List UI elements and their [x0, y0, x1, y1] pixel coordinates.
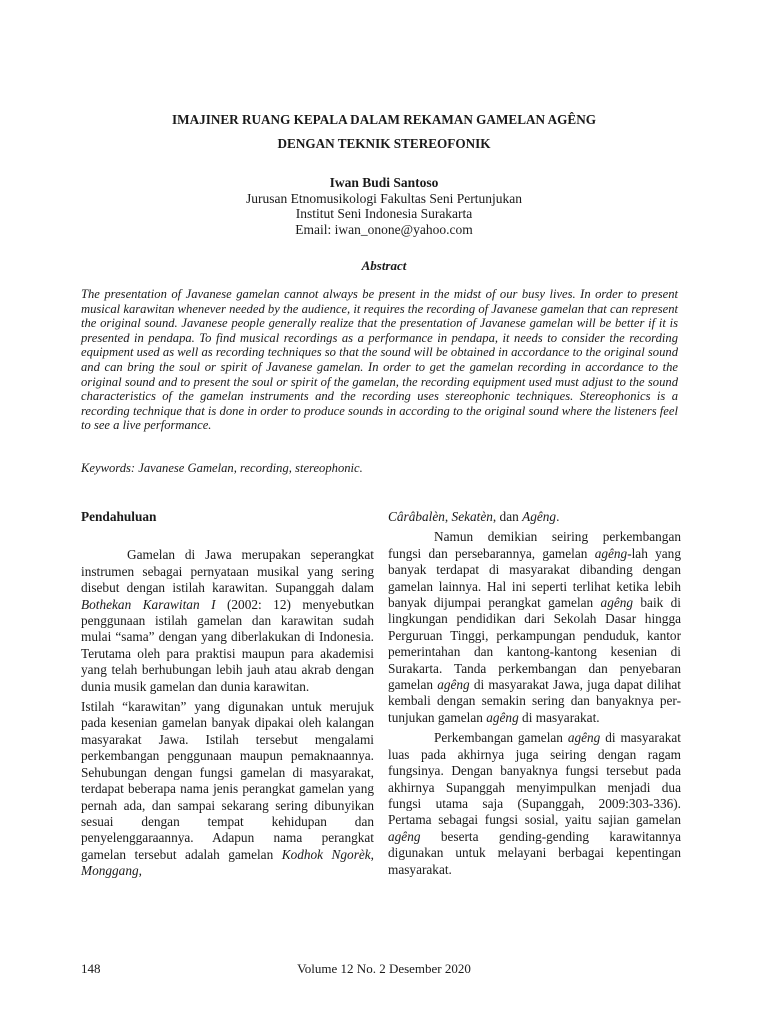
paragraph-text: di masyarakat Jawa, juga dapat dilihat kembali dengan semakin sering dan banyaknya per-tunjukan gamelan — [388, 677, 681, 725]
gamelan-name: Agêng — [522, 509, 557, 524]
article-title — [80, 108, 688, 156]
paragraph-text: di masyarakat luas pada akhirnya juga seiring dengan ragam fungsinya. Dengan banyaknya fungsi tersebut pada akhirnya Supanggah menyimpulkan menjadi dua fungsi utama saja (Supanggah, 2009:303-336). Pertama sebagai fungsi sosial, yaitu sajian gamelan — [388, 730, 681, 828]
abstract-text: The presentation of Javanese gamelan cannot always be present in the midst of our busy lives. In order to present musical karawitan whenever needed by the audience, it requires the recording of Javanese gamelan that can represent the original sound. Javanese people generally realize that the presentation of Javanese gamelan will be better if it is presented in pendapa. To find musical recordings as a performance in pendapa, it needs to consider the recording equipment used as well as recording techniques so that the sound will be obtained in accordance to the original sound and can bring the soul or spirit of Javanese gamelan. In order to get the gamelan recording in accordance to the original sound and to present the soul or spirit of the gamelan, the recording equipment used must adjust to the sound characteristics of the gamelan instruments and the recording uses stereophonic techniques. Stereophonics is a recording technique that is done in order to produce sounds in according to the original sound where the listeners feel to see a live performance. — [81, 287, 678, 433]
paragraph-text: baik di lingkungan pendidikan dari Sekolah Dasar hingga Perguruan Tinggi, perkampungan penduduk, kantor pemerintahan dan kantong-kantong kesenian di Surakarta. Tanda perkembangan dan penyebaran gamelan — [388, 595, 681, 693]
paragraph-text: , — [138, 863, 142, 879]
abstract-heading: Abstract — [361, 258, 407, 273]
paragraph-text: Namun demikian seiring perkembangan fungsi dan persebarannya, gamelan — [388, 529, 681, 561]
paragraph — [81, 699, 374, 879]
term: agêng — [437, 677, 470, 693]
term: agêng — [388, 828, 421, 844]
gamelan-name: Monggang — [81, 863, 139, 879]
paragraph — [388, 730, 681, 878]
paragraph — [388, 529, 681, 726]
section-heading: Pendahuluan — [81, 509, 157, 524]
page-number: 148 — [81, 961, 101, 976]
paragraph — [81, 547, 374, 695]
paragraph-text: -lah yang banyak terdapat di masyarakat dibanding dengan gamelan lainnya. Hal ini seperti terlihat ketika lebih banyak dijumpai perangkat gamelan — [388, 545, 681, 611]
paragraph-continuation — [388, 509, 681, 525]
keywords: Keywords: Javanese Gamelan, recording, stereophonic. — [81, 461, 363, 475]
author-department: Jurusan Etnomusikologi Fakultas Seni Pertunjukan — [246, 190, 522, 206]
author-institution: Institut Seni Indonesia Surakarta — [295, 206, 473, 221]
author-name: Iwan Budi Santoso — [329, 175, 439, 190]
right-column — [388, 509, 681, 882]
paragraph-text: Perkembangan gamelan — [434, 730, 568, 746]
paragraph-text: . — [556, 509, 560, 524]
term: agêng — [594, 545, 628, 561]
paragraph-text: (2002: 12) menyebutkan penggunaan istilah gamelan dan karawitan sudah mulai “sama” dengan yang diberlakukan di Indonesia. Terutama oleh para praktisi maupun para akademisi yang telah berhubungan lebih jauh atau akrab dengan dunia musik gamelan dan dunia karawitan. — [81, 596, 375, 694]
paragraph-text: beserta gending-gending karawitannya digunakan untuk melayani berbagai kepentingan masyarakat. — [388, 828, 681, 877]
gamelan-name: Sekatèn — [451, 509, 493, 524]
term: agêng — [486, 709, 519, 725]
author-block — [80, 175, 688, 237]
term: agêng — [600, 595, 634, 611]
paragraph-text: Istilah “karawitan” yang digunakan untuk merujuk pada kesenian gamelan banyak dipakai oleh kalangan masyarakat Jawa. Istilah tersebut mengalami perkembangan penggunaan maupun pemaknaannya. Sehubungan dengan fungsi gamelan di masyarakat, terdapat beberapa nama jenis perangkat gamelan yang pernah ada, dan sampai sekarang sering dibunyikan sesuai dengan tempat kehidupan dan penyelenggaraannya. Adapun nama perangkat gamelan tersebut adalah gamelan — [81, 699, 374, 862]
author-email: Email: iwan_onone@yahoo.com — [295, 221, 473, 237]
term: agêng — [567, 730, 601, 746]
article-title-line-2: DENGAN TEKNIK STEREOFONIK — [277, 136, 491, 151]
paragraph-text: , — [444, 509, 452, 524]
article-title-line-1: IMAJINER RUANG KEPALA DALAM REKAMAN GAMELAN AGÊNG — [172, 112, 596, 127]
paragraph-text: , — [370, 846, 374, 862]
paragraph-text: , dan — [492, 509, 523, 524]
journal-volume: Volume 12 No. 2 Desember 2020 — [297, 961, 471, 976]
gamelan-name: Kodhok Ngorèk — [281, 846, 371, 862]
paragraph-text: di masyarakat. — [518, 709, 600, 725]
book-title: Bothekan Karawitan I — [81, 596, 216, 612]
paragraph-text: Gamelan di Jawa merupakan seperangkat instrumen sebagai pernyataan musikal yang sering disebut dengan istilah karawitan. Supanggah dalam — [81, 547, 374, 596]
gamelan-name: Cârâbalèn — [388, 509, 445, 524]
left-column — [81, 509, 374, 884]
